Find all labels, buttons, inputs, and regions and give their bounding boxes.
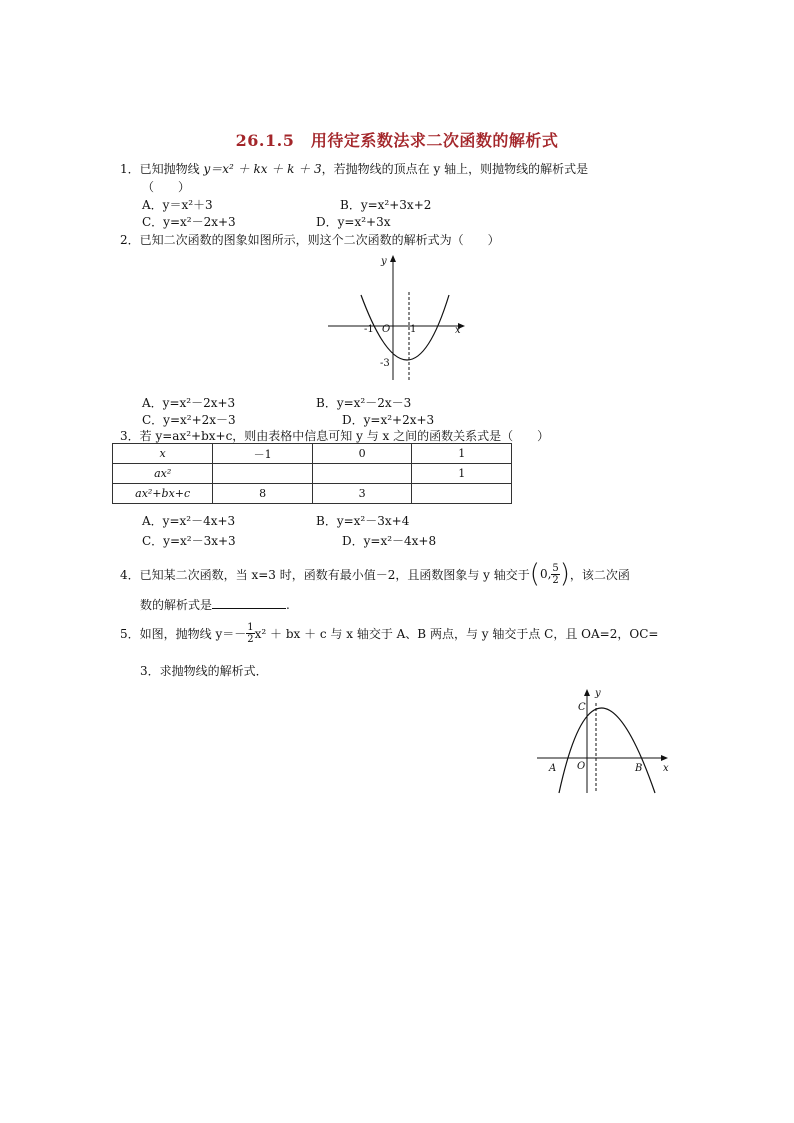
table-cell: 3 bbox=[312, 484, 412, 504]
table-cell: x bbox=[113, 444, 213, 464]
table-cell: －1 bbox=[213, 444, 313, 464]
q5-stem bbox=[120, 619, 658, 647]
q4-line2-end: . bbox=[286, 598, 290, 612]
q4-line2-text: 数的解析式是 bbox=[140, 598, 213, 612]
table-cell: 8 bbox=[213, 484, 313, 504]
q4-point-open: ( bbox=[529, 559, 540, 589]
table-cell bbox=[213, 464, 313, 484]
q3-option-d: D．y=x²－4x+8 bbox=[342, 534, 437, 548]
q2-origin-label: O bbox=[382, 324, 391, 335]
table-cell: 1 bbox=[412, 444, 512, 464]
q2-tick-1: 1 bbox=[410, 324, 417, 335]
q5-point-c-label: C bbox=[578, 702, 586, 713]
q3-stem: 3．若 y=ax²+bx+c，则由表格中信息可知 y 与 x 之间的函数关系式是（ ） bbox=[120, 429, 550, 443]
q1-option-a: A．y＝x²＋3 bbox=[142, 198, 213, 212]
q4-stem-a: 4．已知某二次函数，当 x=3 时，函数有最小值－2，且函数图象与 y 轴交于 bbox=[120, 567, 530, 582]
table-row bbox=[113, 444, 512, 464]
q5-frac-num: 1 bbox=[247, 621, 254, 633]
table-cell: ax²+bx+c bbox=[113, 484, 213, 504]
q1-option-c: C．y=x²－2x+3 bbox=[142, 215, 236, 229]
q2-x-label: x bbox=[455, 325, 461, 336]
table-cell: ax² bbox=[113, 464, 213, 484]
q3-option-a: A．y=x²－4x+3 bbox=[142, 514, 236, 528]
q2-option-b: B．y=x²－2x－3 bbox=[316, 396, 412, 410]
q4-stem bbox=[120, 554, 630, 594]
q1-answer-paren: （ ） bbox=[142, 180, 191, 194]
page-title: 26.1.5 用待定系数法求二次函数的解析式 bbox=[235, 131, 559, 150]
q4-answer-blank[interactable] bbox=[212, 598, 286, 609]
q3-info-table bbox=[112, 443, 512, 504]
q3-option-b: B．y=x²－3x+4 bbox=[316, 514, 410, 528]
table-cell: 1 bbox=[412, 464, 512, 484]
q5-y-axis-arrow bbox=[584, 689, 590, 696]
q2-option-a: A．y=x²－2x+3 bbox=[142, 396, 236, 410]
q5-stem-a: 5．如图，抛物线 y＝－ bbox=[120, 626, 247, 641]
table-cell bbox=[412, 484, 512, 504]
q2-y-label: y bbox=[381, 256, 387, 267]
q1-equation: y＝x² ＋ kx ＋ k ＋ 3 bbox=[203, 162, 322, 176]
q5-line2: 3．求抛物线的解析式． bbox=[140, 664, 268, 678]
q5-point-b-label: B bbox=[635, 763, 643, 774]
q5-x-axis-arrow bbox=[661, 755, 668, 761]
q4-point-close: ) bbox=[559, 559, 570, 589]
q2-tick-neg3: -3 bbox=[380, 358, 390, 369]
q5-y-label: y bbox=[595, 688, 601, 699]
table-cell bbox=[312, 464, 412, 484]
q2-parabola-graph bbox=[325, 252, 470, 387]
q4-stem-b: ，该二次函 bbox=[569, 567, 630, 582]
q5-frac-den: 2 bbox=[247, 633, 254, 645]
q1-option-d: D．y=x²+3x bbox=[316, 215, 391, 229]
q4-point-y-fraction bbox=[551, 563, 559, 586]
q4-line2 bbox=[140, 596, 290, 613]
q1-option-b: B．y=x²+3x+2 bbox=[340, 198, 432, 212]
q5-parabola-graph bbox=[535, 685, 675, 795]
q5-x-label: x bbox=[663, 763, 669, 774]
table-row bbox=[113, 484, 512, 504]
q1-stem bbox=[120, 160, 588, 177]
q4-point-x: 0, bbox=[539, 567, 552, 581]
q5-coefficient-fraction bbox=[246, 622, 254, 645]
q2-stem: 2．已知二次函数的图象如图所示，则这个二次函数的解析式为（ ） bbox=[120, 233, 500, 247]
q2-y-axis-arrow bbox=[390, 255, 396, 262]
table-row bbox=[113, 464, 512, 484]
q4-frac-den: 2 bbox=[552, 574, 559, 586]
q3-option-c: C．y=x²－3x+3 bbox=[142, 534, 236, 548]
q2-option-c: C．y=x²+2x－3 bbox=[142, 413, 236, 427]
q5-point-a-label: A bbox=[549, 763, 557, 774]
q5-stem-b: x² ＋ bx ＋ c 与 x 轴交于 A、B 两点，与 y 轴交于点 C，且 OA=2，OC= bbox=[254, 626, 659, 641]
q2-tick-neg1: -1 bbox=[364, 324, 374, 335]
q2-option-d: D．y=x²+2x+3 bbox=[342, 413, 435, 427]
q1-stem-a: 1．已知抛物线 bbox=[120, 162, 204, 176]
q1-stem-b: ，若抛物线的顶点在 y 轴上，则抛物线的解析式是 bbox=[321, 162, 589, 176]
table-cell: 0 bbox=[312, 444, 412, 464]
q2-parabola-curve bbox=[361, 295, 449, 360]
q5-parabola-curve bbox=[559, 708, 655, 793]
q4-frac-num: 5 bbox=[552, 562, 559, 574]
q5-origin-label: O bbox=[577, 761, 586, 772]
